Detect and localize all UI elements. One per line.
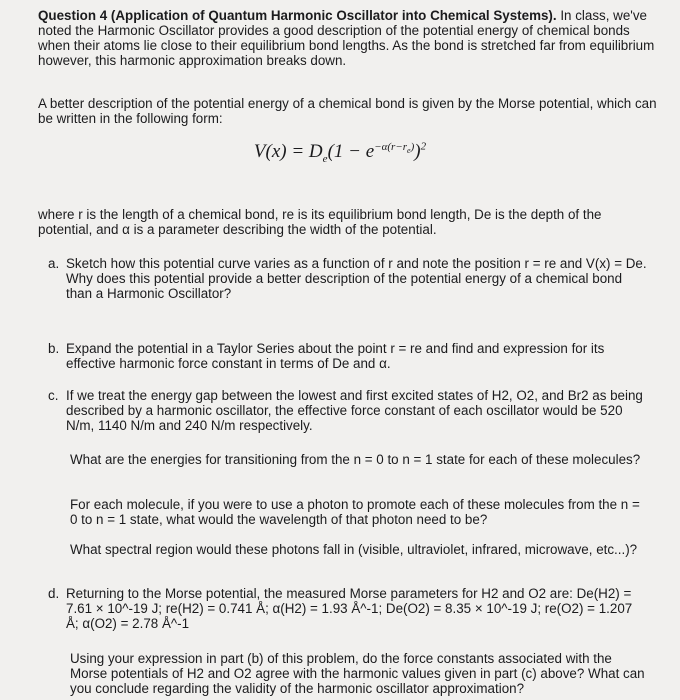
where-text: where r is the length of a chemical bond, re is its equilibrium bond length, De is the depth of the potential, and α is a parameter describing the width of the potential.: [38, 207, 602, 237]
part-d-text: Returning to the Morse potential, the measured Morse parameters for H2 and O2 are: De(H2) = 7.61 × 10^-19 J; re(H2) = 0.741 Å; α(H2) = 1.93 Å^-1; De(O2) = 8.35 × 10^-19 J; re(O2) = 1.207 Å; α(O2) = 2.78 Å^-1: [66, 586, 633, 631]
part-c-question-3: What spectral region would these photons fall in (visible, ultraviolet, infrared, microwave, etc...)?: [70, 542, 638, 557]
question-intro: [38, 8, 658, 68]
part-a-label: a.: [48, 256, 60, 271]
equation-visual: $V(x) = D_e(1 - e^{-\alpha(r-r_e)})^2$: [253, 141, 427, 166]
part-b: [48, 341, 648, 371]
intro-text: In class, we've noted the Harmonic Oscillator provides a good description of the potential energy of chemical bonds when their atoms lie close to their equilibrium bond lengths. As the bond is stretched far from equilibrium however, this harmonic approximation breaks down.: [38, 8, 655, 68]
part-b-text: Expand the potential in a Taylor Series about the point r = re and find and expression for its effective harmonic force constant in terms of De and α.: [66, 341, 605, 371]
part-c-question-1: What are the energies for transitioning from the n = 0 to n = 1 state for each of these molecules?: [70, 452, 641, 467]
part-c-label: c.: [48, 388, 59, 403]
part-c-question-2: For each molecule, if you were to use a photon to promote each of these molecules from the n = 0 to n = 1 state, what would the wavelength of that photon need to be?: [70, 497, 640, 527]
part-d: [48, 586, 648, 631]
part-c-text: If we treat the energy gap between the lowest and first excited states of H2, O2, and Br2 as being described by a harmonic oscillator, the effective force constant of each oscillator would be 520 N/m, 1140 N/m and 240 N/m respectively.: [66, 388, 643, 433]
part-a-text: Sketch how this potential curve varies as a function of r and note the position r = re and V(x) = De. Why does this potential provide a better description of the potential energy of a chemical bond than a Harmonic Oscillator?: [66, 256, 647, 301]
question-title: Question 4 (Application of Quantum Harmonic Oscillator into Chemical Systems).: [38, 8, 557, 23]
part-d-label: d.: [48, 586, 60, 601]
part-d-question: Using your expression in part (b) of this problem, do the force constants associated with the Morse potentials of H2 and O2 agree with the harmonic values given in part (c) above? What can you conclude regarding the validity of the harmonic oscillator approximation?: [70, 651, 645, 696]
morse-intro: A better description of the potential energy of a chemical bond is given by the Morse potential, which can be written in the following form:: [38, 96, 657, 126]
part-b-label: b.: [48, 341, 60, 356]
part-a: [48, 256, 648, 301]
morse-equation: [0, 140, 680, 167]
part-c: [48, 388, 648, 433]
